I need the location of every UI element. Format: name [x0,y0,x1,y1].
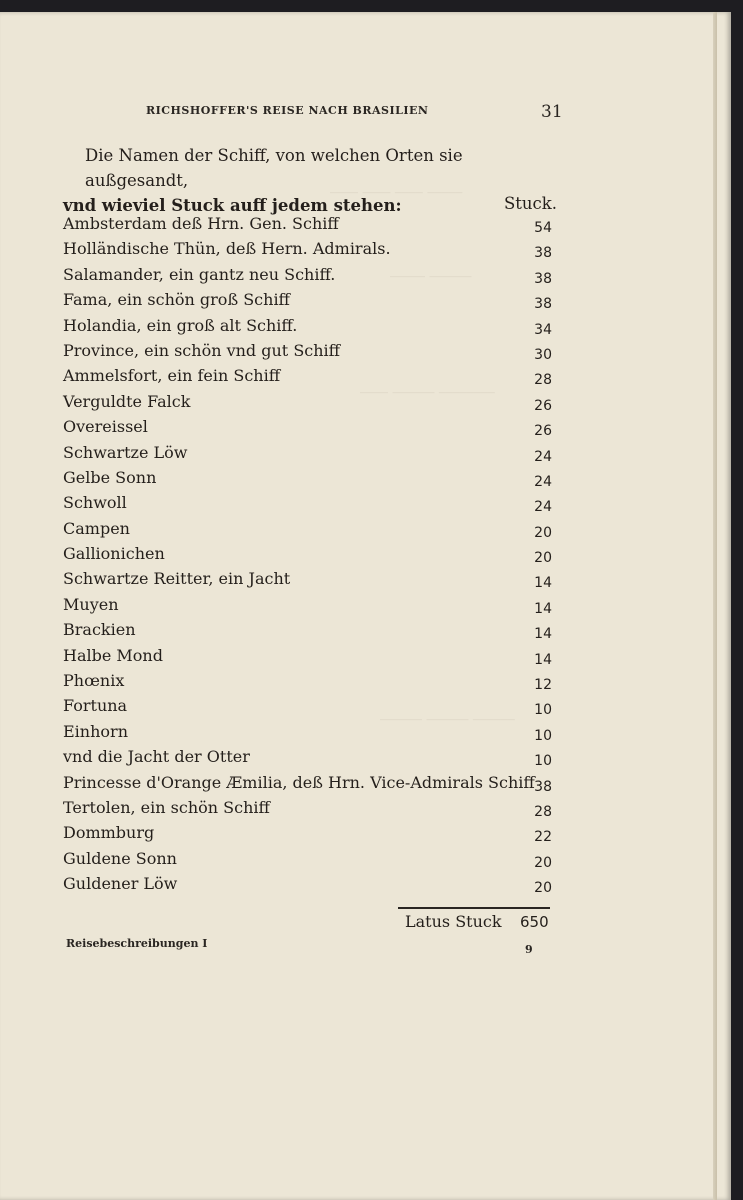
ship-row [63,341,563,366]
ship-count: 20 [534,550,552,567]
ship-count: 20 [534,880,552,897]
ship-name: Province, ein schön vnd gut Schiff [63,340,341,360]
ship-name: Verguldte Falck [63,391,191,411]
ship-count: 54 [534,220,552,236]
ship-name: Ambsterdam deß Hrn. Gen. Schiff [63,214,339,233]
ship-row [63,316,563,341]
ship-name: Guldener Löw [63,874,178,894]
ship-count: 26 [534,423,552,440]
page-number: 31 [541,102,563,122]
ship-count: 28 [534,803,552,820]
bleed-through: ______ ______ ______ [380,705,515,721]
ship-name: Gallionichen [63,544,165,564]
ship-name: Schwoll [63,493,127,513]
ship-count: 22 [534,829,552,846]
ship-name: Dommburg [63,823,155,843]
ship-count: 20 [534,854,552,871]
ship-name: Holländische Thün, deß Hern. Admirals. [63,239,391,259]
ship-row [63,722,563,747]
ship-count: 14 [534,651,552,668]
ship-count: 10 [534,727,552,744]
ship-name: Phœnix [63,671,125,691]
ship-name: Schwartze Löw [63,442,188,462]
ship-count: 14 [534,575,552,592]
ship-count: 38 [534,270,552,287]
ship-count: 26 [534,397,552,414]
ship-count: 24 [534,448,552,465]
ship-row [63,569,563,594]
ship-row [63,773,563,798]
ship-name: Princesse d'Orange Æmilia, deß Hrn. Vice-Admirals Schiff [63,772,535,792]
ship-name: Salamander, ein gantz neu Schiff. [63,264,336,284]
total-label: Latus Stuck [405,912,502,931]
ship-name: Einhorn [63,721,128,741]
total-rule [398,907,550,909]
ship-name: Brackien [63,620,136,640]
ship-count: 24 [534,499,552,516]
ship-row [63,823,563,848]
ship-name: Muyen [63,594,119,614]
ship-row [63,493,563,518]
ship-name: Tertolen, ein schön Schiff [63,797,270,817]
ship-row [63,519,563,544]
ship-name: Overeissel [63,417,148,437]
ship-row [63,544,563,569]
ship-row [63,417,563,442]
ship-row [63,366,563,391]
ship-row [63,646,563,671]
ship-count: 34 [534,321,552,338]
ship-row [63,671,563,696]
ship-row [63,595,563,620]
ship-count: 38 [534,296,552,313]
ship-name: Gelbe Sonn [63,467,157,487]
bleed-through: _____ ____ ____ ____ [330,178,463,194]
ship-list [63,214,563,900]
ship-name: Fortuna [63,696,128,716]
ship-name: Ammelsfort, ein fein Schiff [63,366,281,386]
ship-count: 10 [534,753,552,770]
ship-row [63,214,563,239]
ship-name: Schwartze Reitter, ein Jacht [63,569,291,589]
ship-name: Campen [63,518,130,538]
ship-name: Fama, ein schön groß Schiff [63,290,290,310]
ship-count: 12 [534,677,552,694]
ship-row [63,696,563,721]
page-edge [713,12,717,1200]
total-value: 650 [520,913,549,931]
footer-series-title: Reisebeschreibungen I [66,937,208,950]
ship-count: 30 [534,346,552,363]
ship-row [63,874,563,899]
ship-row [63,747,563,772]
column-header: Stuck. [503,194,557,213]
bleed-through: ______ _____ [390,262,472,278]
ship-count: 10 [534,702,552,719]
ship-count: 28 [534,372,552,389]
ship-count: 14 [534,600,552,617]
running-header: RICHSHOFFER'S REISE NACH BRASILIEN [146,104,429,117]
ship-row [63,443,563,468]
ship-count: 38 [534,778,552,795]
ship-row [63,620,563,645]
intro-line: Die Namen der Schiff, von welchen Orten sie außgesandt, [85,146,463,190]
ship-row [63,392,563,417]
ship-count: 14 [534,626,552,643]
ship-row [63,468,563,493]
ship-count: 24 [534,473,552,490]
ship-count: 20 [534,524,552,541]
footer-signature-mark: 9 [525,943,533,956]
ship-count: 38 [534,245,552,262]
intro-line: vnd wieviel Stuck auff jedem stehen: [63,196,402,215]
bleed-through: ________ ______ ____ [360,378,495,394]
ship-name: Guldene Sonn [63,848,177,868]
ship-row [63,290,563,315]
ship-name: Halbe Mond [63,645,163,665]
ship-row [63,798,563,823]
ship-name: vnd die Jacht der Otter [63,747,250,767]
ship-name: Holandia, ein groß alt Schiff. [63,315,298,335]
ship-row [63,239,563,264]
ship-row [63,265,563,290]
ship-row [63,849,563,874]
